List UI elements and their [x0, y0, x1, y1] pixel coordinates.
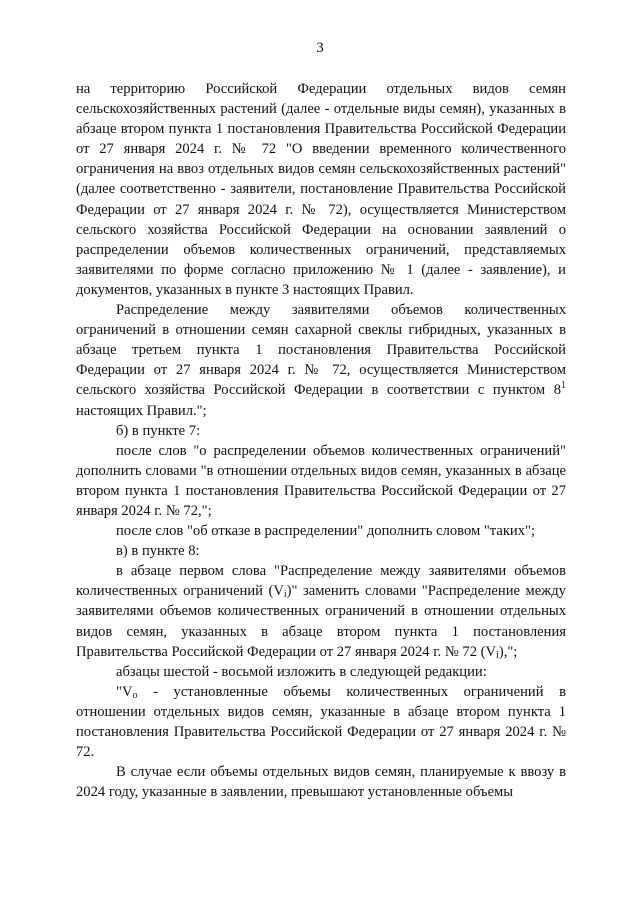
paragraph-5: после слов "об отказе в распределении" дополнить словом "таких"; [116, 523, 536, 540]
paragraph-7-tail: ),"; [498, 643, 518, 660]
paragraph-7 [76, 561, 566, 661]
paragraph-2-text: Распределение между заявителями объемов количественных ограничений в отношении семян сахарной свеклы гибридных, указанных в абзаце третьем пункта 1 постановления Правительства Российской Федерации от 27 января 2024 г. № 72, осуществляется Министерством сельского хозяйства Российской Федерации в соответствии с пунктом 8 [76, 302, 566, 399]
paragraph-9 [76, 682, 566, 762]
paragraph-8: абзацы шестой - восьмой изложить в следующей редакции: [116, 663, 487, 680]
paragraph-2-superscript: 1 [561, 380, 566, 392]
paragraph-9-tail: - установленные объемы количественных ограничений в отношении отдельных видов семян, указанные в абзаце втором пункта 1 постановления Правительства Российской Федерации от 27 января 2024 г. № 72. [76, 683, 566, 761]
document-body [76, 79, 566, 802]
paragraph-9-text: "V [116, 683, 133, 700]
paragraph-2-tail: настоящих Правил."; [76, 402, 207, 419]
paragraph-7-middle: )" заменить словами "Распределение между заявителями объемов количественных ограничений в отношении отдельных видов семян, указанных в абзаце втором пункта 1 постановления Правительства Российской Федерации от 27 января 2024 г. № 72 (V [76, 583, 566, 660]
paragraph-1: на территорию Российской Федерации отдельных видов семян сельскохозяйственных растений (далее - отдельные виды семян), указанных в абзаце втором пункта 1 постановления Правительства Российской Федерации от 27 января 2024 г. № 72 "О введении временного количественного ограничения на ввоз отдельных видов семян сельскохозяйственных растений" (далее соответственно - заявители, постановление Правительства Российской Федерации от 27 января 2024 г. № 72), осуществляется Министерством сельского хозяйства Российской Федерации на основании заявлений о распределении объемов количественных ограничений, представляемых заявителями по форме согласно приложению № 1 (далее - заявление), и документов, указанных в пункте 3 настоящих Правил. [76, 81, 566, 298]
page-number: 3 [316, 40, 324, 56]
paragraph-7-subscript-1: i [283, 589, 287, 601]
paragraph-7-subscript-2: i [496, 649, 499, 661]
paragraph-4: после слов "о распределении объемов количественных ограничений" дополнить словами "в отношении отдельных видов семян, указанных в абзаце втором пункта 1 постановления Правительства Российской Федерации от 27 января 2024 г. № 72,"; [76, 442, 566, 519]
paragraph-10: В случае если объемы отдельных видов семян, планируемые к ввозу в 2024 году, указанные в заявлении, превышают установленные объемы [76, 764, 566, 801]
paragraph-6: в) в пункте 8: [116, 543, 200, 560]
paragraph-3: б) в пункте 7: [116, 422, 201, 439]
paragraph-2 [76, 300, 566, 421]
paragraph-7-text: в абзаце первом слова "Распределение между заявителями объемов количественных ограничений (V [76, 563, 566, 600]
paragraph-9-subscript: o [132, 689, 138, 701]
